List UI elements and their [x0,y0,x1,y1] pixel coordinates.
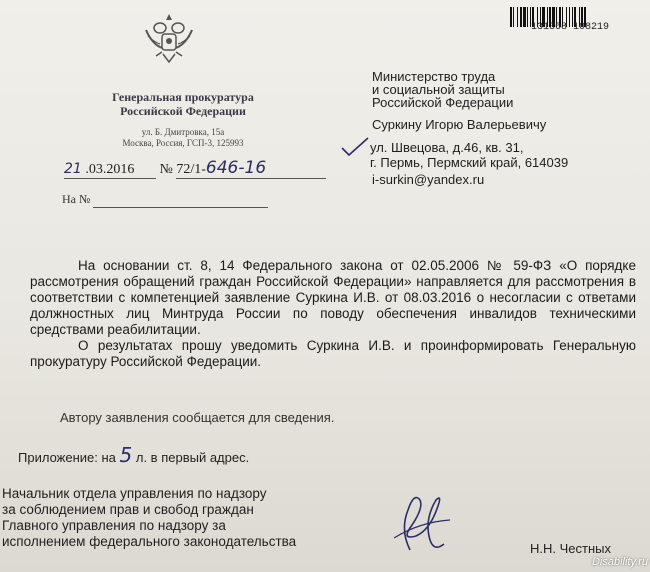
recipient-line-2: и социальной защиты [372,82,505,97]
paragraph-2: О результатах прошу уведомить Суркина И.В. и проинформировать Генеральную прокуратуру Российской Федерации. [30,338,636,369]
address-line-2: Москва, Россия, ГСП-3, 125993 [122,138,244,148]
signatory-position [2,486,382,550]
appendix-suffix: л. в первый адрес. [135,450,250,465]
recipient-line-3: Российской Федерации [372,95,514,110]
ref-field [93,192,268,208]
appendix-prefix: Приложение: на [18,450,116,465]
barcode-number: 131368 108219 [530,22,609,33]
position-line-3: Главного управления по надзору за [2,518,226,533]
watermark: Disability.ru [591,556,648,568]
org-line-1: Генеральная прокуратура [112,90,254,104]
date-field [64,161,156,179]
reference-line [62,192,282,208]
recipient-email: i-surkin@yandex.ru [372,172,485,187]
paragraph-1: На основании ст. 8, 14 Федерального закона от 02.05.2006 № 59-ФЗ «О порядке рассмотрения обращений граждан Российской Федерации» направляется для рассмотрения в соответствии с компетенцией заявление Суркина И.В. от 08.03.2016 о несогласии с ответами должностных лиц Минтруда России по поводу обеспечения инвалидов техническими средствами реабилитации. [30,258,636,337]
signer-name: Н.Н. Честных [530,541,611,556]
appendix-line [18,443,418,467]
checkmark-icon [340,136,370,158]
recipient-address [370,140,645,170]
recipient-line-1: Министерство труда [372,69,496,84]
appendix-pages-handwritten: 5 [119,443,133,467]
coat-of-arms-emblem [138,8,200,70]
author-notice: Автору заявления сообщается для сведения. [60,410,335,425]
number-handwritten: 646-16 [205,158,267,178]
sender-organization [58,90,308,118]
position-line-1: Начальник отдела управления по надзору [2,486,267,501]
outgoing-number-line [64,158,344,184]
letter-body [30,258,636,370]
address-line-1: ул. Б. Дмитровка, 15а [141,127,225,137]
date-printed: .03.2016 [85,162,135,177]
handwritten-signature [380,480,460,560]
sender-address [58,127,308,149]
number-field [176,158,326,179]
ref-label: На № [62,192,91,206]
recipient-address-line-1: ул. Швецова, д.46, кв. 31, [370,140,524,155]
date-handwritten: 21 [64,161,82,177]
position-line-4: исполнением федерального законодательства [2,534,297,549]
position-line-2: за соблюдением прав и свобод граждан [2,502,254,517]
org-line-2: Российской Федерации [120,104,246,118]
recipient-organization [372,70,642,109]
recipient-name: Суркину Игорю Валерьевичу [372,117,547,132]
number-printed: 72/1- [176,162,206,177]
number-prefix: № [159,162,173,177]
recipient-address-line-2: г. Пермь, Пермский край, 614039 [370,155,569,170]
